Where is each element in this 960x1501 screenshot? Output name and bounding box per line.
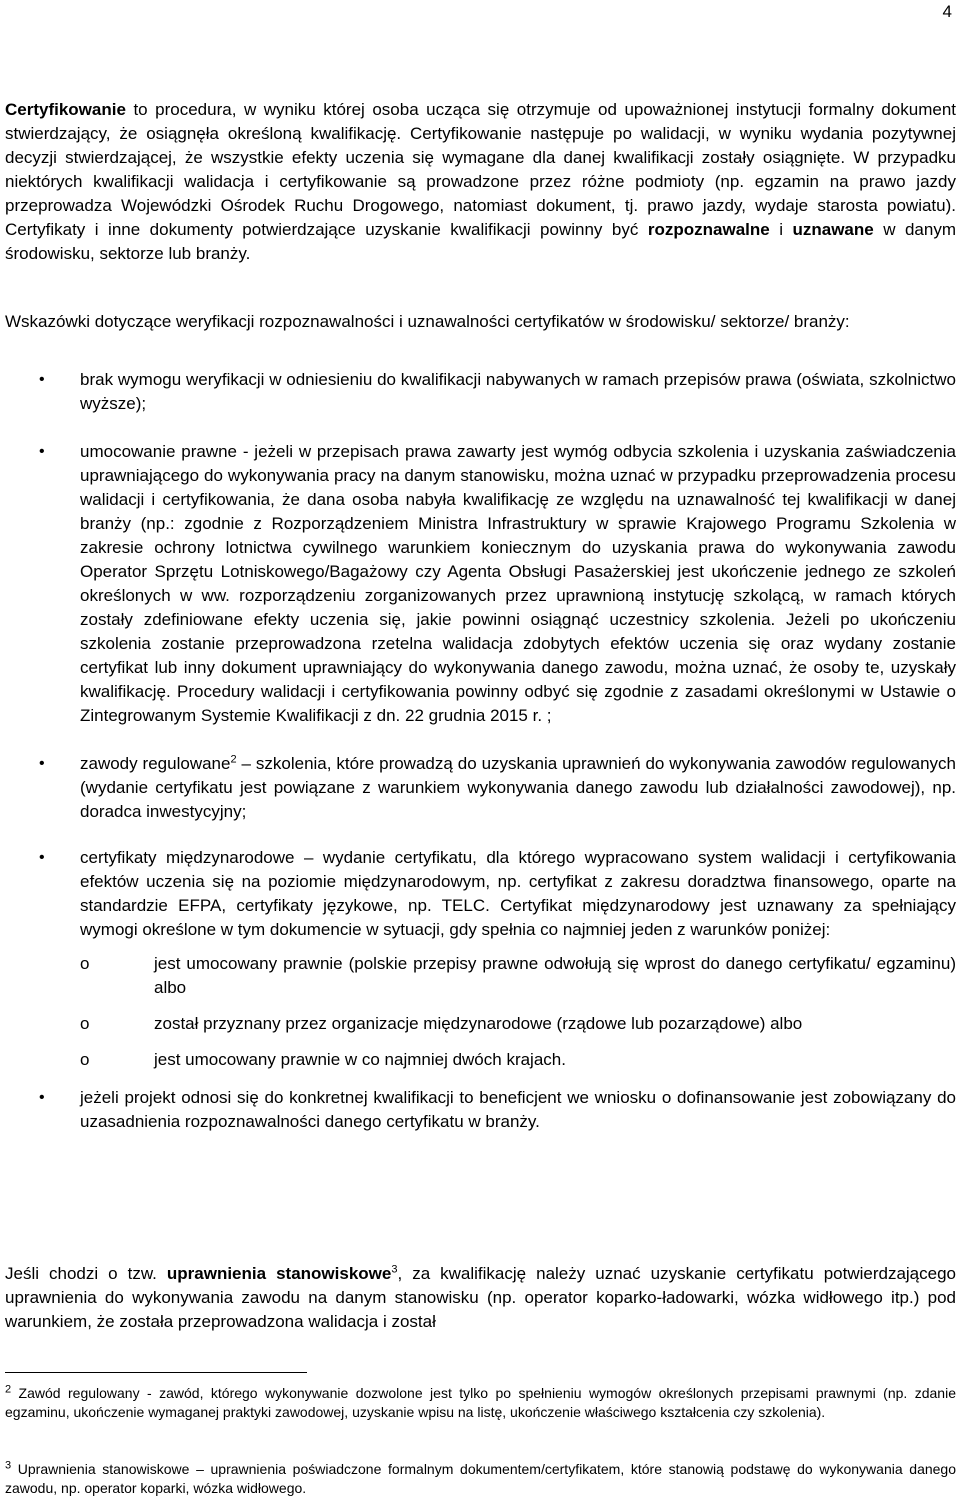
footnote-number: 2 bbox=[5, 1383, 12, 1396]
list-item-text: zawody regulowane bbox=[80, 754, 231, 773]
list-item-text: brak wymogu weryfikacji w odniesieniu do kwalifikacji nabywanych w ramach przepisów prawa (oświata, szkolnictwo wyższe); bbox=[80, 370, 956, 413]
footnote-2 bbox=[5, 1384, 956, 1422]
list-item bbox=[0, 440, 956, 728]
paragraph-wskazowki: Wskazówki dotyczące weryfikacji rozpoznawalności i uznawalności certyfikatów w środowisku/ sektorze/ branży: bbox=[5, 312, 850, 331]
sub-list-item bbox=[80, 1048, 956, 1072]
bullet-icon: • bbox=[39, 849, 45, 866]
footnote-3 bbox=[5, 1460, 956, 1498]
sub-bullet-icon: o bbox=[80, 954, 90, 973]
page-number: 4 bbox=[942, 2, 952, 21]
list-item bbox=[0, 1086, 956, 1134]
list-item-text: jeżeli projekt odnosi się do konkretnej kwalifikacji to beneficjent we wniosku o dofinansowanie jest zobowiązany do uzasadnienia rozpoznawalności danego certyfikatu w branży. bbox=[80, 1088, 956, 1131]
paragraph-text: w danym środowisku, sektorze lub branży. bbox=[5, 220, 956, 263]
list-item-text: – szkolenia, które prowadzą do uzyskania uprawnień do wykonywania zawodów regulowanych (wydanie certyfikatu jest powiązane z warunkiem wykonywania danego zawodu lub działalności zawodowej), np. doradca inwestycyjny; bbox=[80, 754, 956, 821]
bullet-icon: • bbox=[39, 1089, 45, 1106]
term-certyfikowanie: Certyfikowanie bbox=[5, 100, 126, 119]
bullet-icon: • bbox=[39, 443, 45, 460]
bullet-icon: • bbox=[39, 755, 45, 772]
paragraph-certyfikowanie bbox=[5, 98, 956, 266]
sub-list-item-text: jest umocowany prawnie w co najmniej dwóch krajach. bbox=[154, 1050, 566, 1069]
bold-rozpoznawalne: rozpoznawalne bbox=[647, 220, 770, 239]
list-item bbox=[0, 752, 956, 824]
footnote-text: Zawód regulowany - zawód, którego wykonywanie dozwolone jest tylko po spełnieniu wymogów określonych przepisami prawnymi (np. zdanie egzaminu, ukończenie wymaganej praktyki zawodowej, uzyskanie wpisu na listę, ukończenie właściwego kształcenia czy szkolenia). bbox=[5, 1385, 956, 1420]
sub-list bbox=[80, 952, 956, 1072]
paragraph-text: Jeśli chodzi o tzw. bbox=[5, 1264, 167, 1283]
paragraph-text: to procedura, w wyniku której osoba ucząca się otrzymuje od upoważnionej instytucji formalny dokument stwierdzający, że osiągnęła określoną kwalifikację. Certyfikowanie następuje po walidacji, w wyniku wydania pozytywnej decyzji stwierdzającej, że wszystkie efekty uczenia się wymagane dla danej kwalifikacji zostały osiągnięte. W przypadku niektórych kwalifikacji walidacja i certyfikowanie są prowadzone przez różne podmioty (np. egzamin na prawo jazdy przeprowadza Wojewódzki Ośrodek Ruchu Drogowego, natomiast dokument, tj. prawo jazdy, wydaje starosta powiatu). Certyfikaty i inne dokumenty potwierdzające uzyskanie kwalifikacji powinny być bbox=[5, 100, 956, 239]
list-item bbox=[0, 368, 956, 416]
bullet-icon: • bbox=[39, 371, 45, 388]
footnote-ref: 2 bbox=[230, 753, 237, 766]
sub-bullet-icon: o bbox=[80, 1050, 90, 1069]
list-item-text: certyfikaty międzynarodowe – wydanie certyfikatu, dla którego wypracowano system walidacji i certyfikowania efektów uczenia się na poziomie międzynarodowym, np. certyfikat z zakresu doradztwa finansowego, oparte na standardzie EFPA, certyfikaty językowe, np. TELC. Certyfikat międzynarodowy jest uznawany za spełniający wymogi określone w tym dokumencie w sytuacji, gdy spełnia co najmniej jeden z warunków poniżej: bbox=[80, 848, 956, 939]
footnote-text: Uprawnienia stanowiskowe – uprawnienia poświadczone formalnym dokumentem/certyfikatem, które stanowią podstawę do wykonywania danego zawodu, np. operator koparki, wózka widłowego. bbox=[5, 1461, 956, 1496]
list-item bbox=[0, 846, 956, 1072]
sub-bullet-icon: o bbox=[80, 1014, 90, 1033]
list-item-text: umocowanie prawne - jeżeli w przepisach prawa zawarty jest wymóg odbycia szkolenia i uzyskania zaświadczenia uprawniającego do wykonywania pracy na danym stanowisku, można uznać w przypadku przeprowadzenia procesu walidacji i certyfikowania, że dana osoba nabyła kwalifikację ze względu na uznawalność tej kwalifikacji w danej branży (np.: zgodnie z Rozporządzeniem Ministra Infrastruktury w sprawie Krajowego Programu Szkolenia w zakresie ochrony lotnictwa cywilnego warunkiem koniecznym do uzyskania prawa do wykonywania zawodu Operator Sprzętu Lotniskowego/Bagażowy czy Agenta Obsługi Pasażerskiej jest ukończenie jednego ze szkoleń określonych w ww. rozporządzeniu zorganizowanych przez uprawnioną instytucję szkolącą, w ramach których zostały zdefiniowane efekty uczenia się, jakie powinni osiągnąć uczestnicy szkolenia. Jeżeli po ukończeniu szkolenia zostanie przeprowadzona rzetelna walidacja zdobytych efektów uczenia się oraz wydany zostanie certyfikat lub inny dokument uprawniający do wykonywania danego zawodu, można uznać, że osoby te, uzyskały kwalifikację. Procedury walidacji i certyfikowania powinny odbyć się zgodnie z zasadami określonymi w Ustawie o Zintegrowanym Systemie Kwalifikacji z dn. 22 grudnia 2015 r. ; bbox=[80, 442, 956, 725]
sub-list-item bbox=[80, 952, 956, 1000]
paragraph-uprawnienia bbox=[5, 1262, 956, 1334]
paragraph-text: i bbox=[769, 220, 793, 239]
sub-list-item bbox=[80, 1012, 956, 1036]
bold-uznawane: uznawane bbox=[792, 220, 874, 239]
footnote-ref: 3 bbox=[391, 1263, 398, 1276]
sub-list-item-text: jest umocowany prawnie (polskie przepisy prawne odwołują się wprost do danego certyfikatu/ egzaminu) albo bbox=[154, 954, 956, 997]
bold-uprawnienia-stanowiskowe: uprawnienia stanowiskowe bbox=[166, 1264, 392, 1283]
bullet-list bbox=[0, 368, 956, 1134]
paragraph-text: , za kwalifikację należy uznać uzyskanie certyfikatu potwierdzającego uprawnienia do wykonywania zawodu na danym stanowisku (np. operator koparko-ładowarki, wózka widłowego itp.) pod warunkiem, że została przeprowadzona walidacja i został bbox=[5, 1264, 956, 1331]
footnote-divider bbox=[5, 1372, 307, 1373]
sub-list-item-text: został przyznany przez organizacje międzynarodowe (rządowe lub pozarządowe) albo bbox=[154, 1014, 803, 1033]
footnote-number: 3 bbox=[5, 1459, 12, 1472]
